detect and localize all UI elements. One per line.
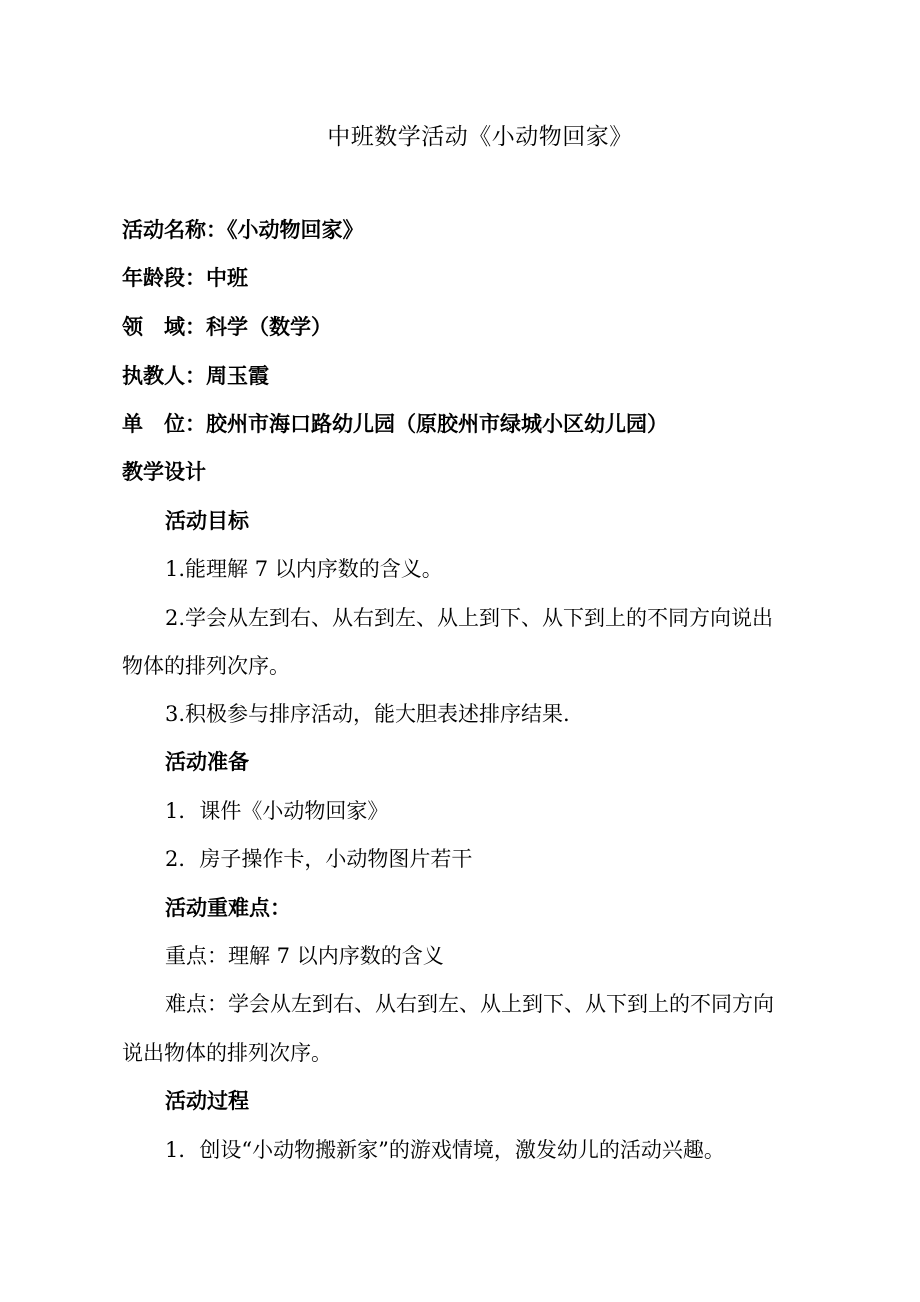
teacher: 执教人：周玉霞 <box>122 363 269 388</box>
goals-heading: 活动目标 <box>165 508 249 533</box>
goal-item-2-line-2: 物体的排列次序。 <box>122 654 290 678</box>
process-item-1: 1．创设“小动物搬新家”的游戏情境，激发幼儿的活动兴趣。 <box>165 1138 725 1162</box>
goal-item-1: 1.能理解 7 以内序数的含义。 <box>165 557 443 581</box>
design-heading: 教学设计 <box>122 459 206 484</box>
activity-name: 活动名称：《小动物回家》 <box>122 217 364 242</box>
goal-item-3: 3.积极参与排序活动，能大胆表述排序结果. <box>165 702 570 726</box>
document-title: 中班数学活动《小动物回家》 <box>327 124 633 150</box>
difficulty-line-1: 难点：学会从左到右、从右到左、从上到下、从下到上的不同方向 <box>165 992 774 1016</box>
domain-field: 领 域：科学（数学） <box>122 314 332 339</box>
key-points-heading: 活动重难点： <box>165 895 291 920</box>
focus-point: 重点：理解 7 以内序数的含义 <box>165 944 444 968</box>
preparation-item-1: 1．课件《小动物回家》 <box>165 799 389 823</box>
preparation-heading: 活动准备 <box>165 749 249 774</box>
unit: 单 位：胶州市海口路幼儿园（原胶州市绿城小区幼儿园） <box>122 411 668 436</box>
age-group: 年龄段：中班 <box>122 265 248 290</box>
goal-item-2-line-1: 2.学会从左到右、从右到左、从上到下、从下到上的不同方向说出 <box>165 606 774 630</box>
process-heading: 活动过程 <box>165 1088 249 1113</box>
preparation-item-2: 2．房子操作卡，小动物图片若干 <box>165 847 473 871</box>
difficulty-line-2: 说出物体的排列次序。 <box>122 1041 332 1065</box>
